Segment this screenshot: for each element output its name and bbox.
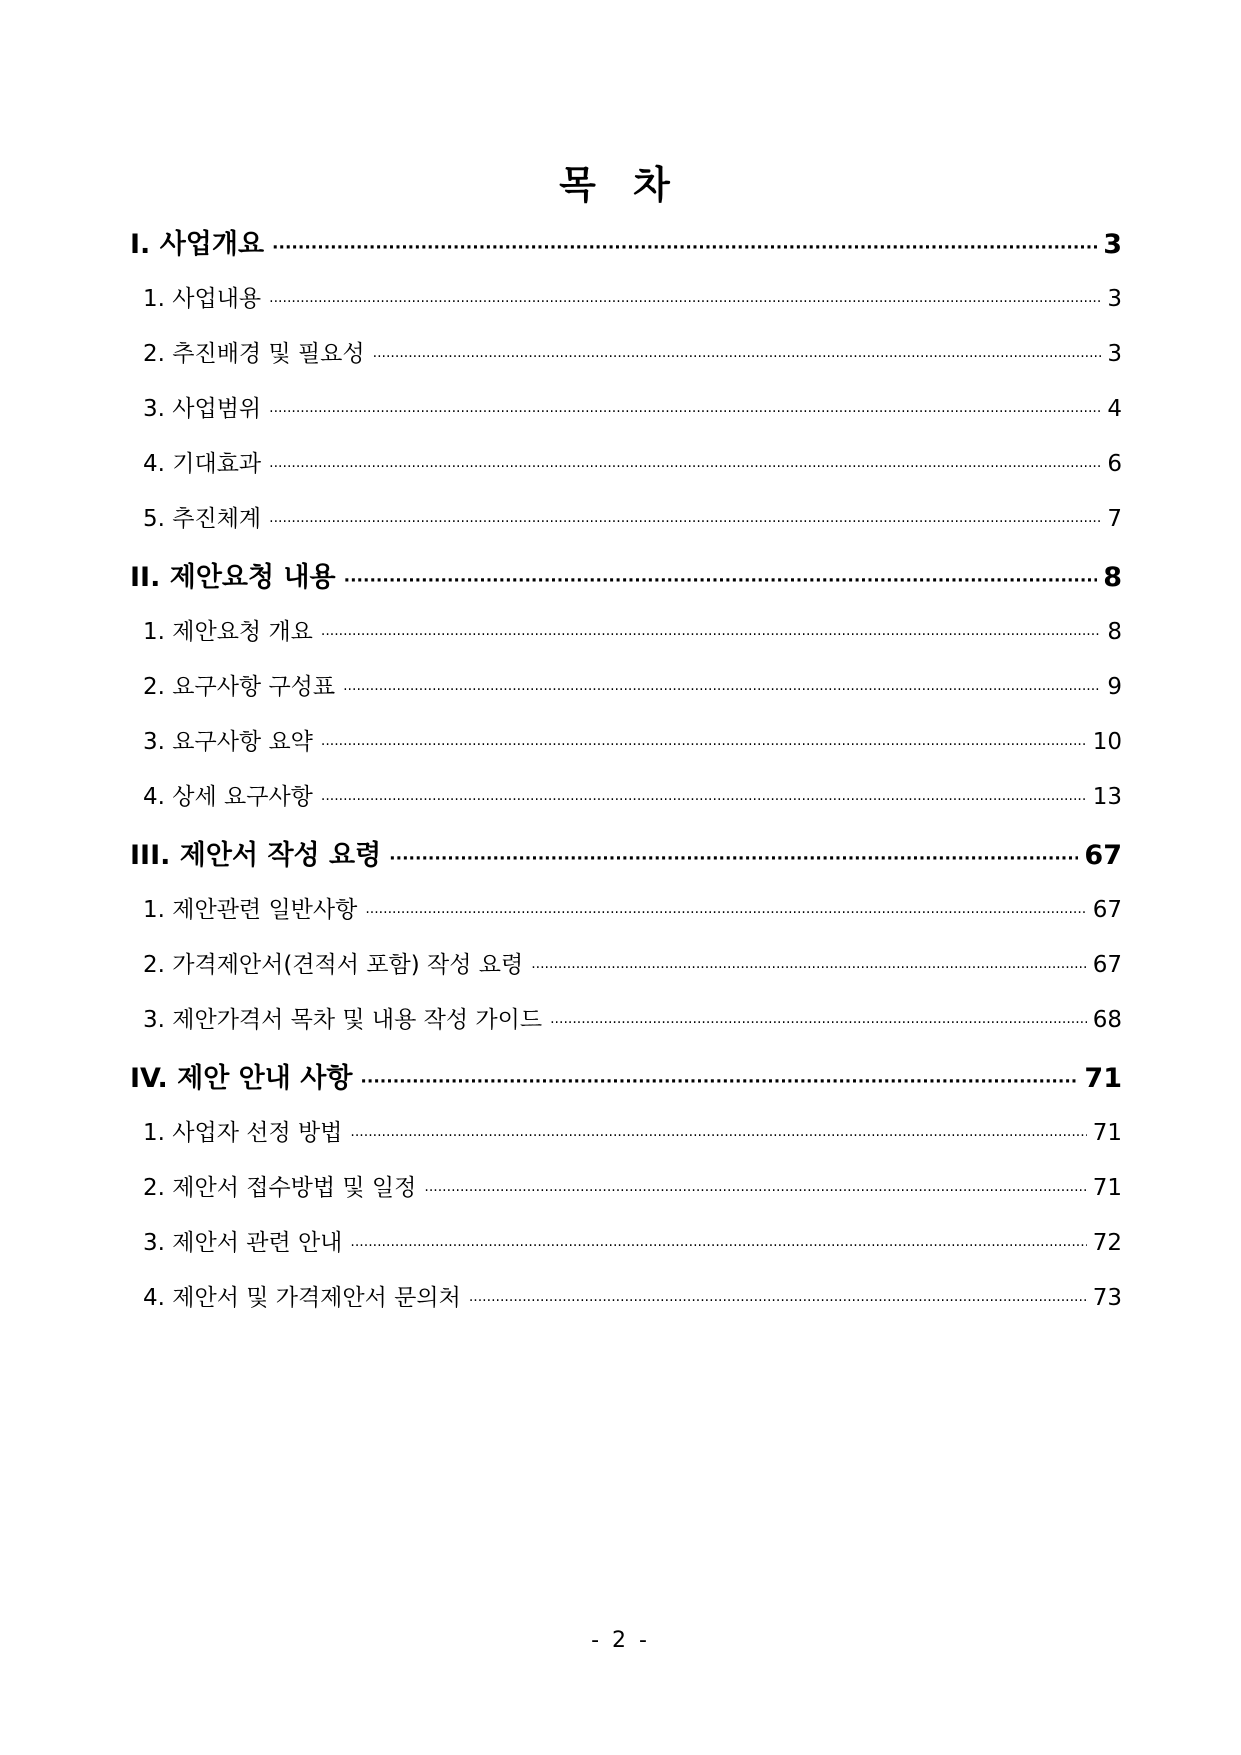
toc-page-number: 72 bbox=[1092, 1230, 1122, 1256]
toc-section-2[interactable] bbox=[130, 555, 1122, 613]
dot-leader bbox=[269, 294, 1101, 310]
page-footer-number: - 2 - bbox=[591, 1628, 650, 1653]
toc-item-label: 2. 가격제안서(견적서 포함) 작성 요령 bbox=[143, 952, 524, 978]
dot-leader bbox=[272, 238, 1097, 258]
toc-page-number: 73 bbox=[1092, 1285, 1122, 1311]
toc-item-label: 3. 제안서 관련 안내 bbox=[143, 1230, 343, 1256]
page-title: 목 차 bbox=[559, 163, 682, 207]
toc-item-4-3[interactable] bbox=[130, 1224, 1122, 1279]
toc-page-number: 10 bbox=[1092, 729, 1122, 755]
toc-page-number: 3 bbox=[1107, 286, 1122, 312]
dot-leader bbox=[365, 905, 1086, 921]
dot-leader bbox=[469, 1293, 1087, 1309]
dot-leader bbox=[350, 1128, 1086, 1144]
toc-page-number: 68 bbox=[1092, 1007, 1122, 1033]
toc-item-4-2[interactable] bbox=[130, 1169, 1122, 1224]
toc-item-1-5[interactable] bbox=[130, 500, 1122, 555]
toc-item-label: 2. 추진배경 및 필요성 bbox=[143, 341, 365, 367]
toc-item-2-3[interactable] bbox=[130, 723, 1122, 778]
toc-page-number: 7 bbox=[1107, 506, 1122, 532]
toc-page-number: 13 bbox=[1092, 784, 1122, 810]
toc-item-label: 1. 제안관련 일반사항 bbox=[143, 897, 358, 923]
dot-leader bbox=[321, 627, 1101, 643]
toc-page-number: 3 bbox=[1103, 229, 1122, 260]
dot-leader bbox=[321, 737, 1087, 753]
toc-item-label: 2. 제안서 접수방법 및 일정 bbox=[143, 1175, 417, 1201]
toc-page-number: 3 bbox=[1107, 341, 1122, 367]
toc-item-label: 1. 사업내용 bbox=[143, 286, 262, 312]
toc-page-number: 4 bbox=[1107, 396, 1122, 422]
dot-leader bbox=[550, 1015, 1087, 1031]
toc-item-3-2[interactable] bbox=[130, 946, 1122, 1001]
toc-item-2-4[interactable] bbox=[130, 778, 1122, 833]
toc-page-number: 71 bbox=[1084, 1063, 1122, 1094]
dot-leader bbox=[531, 960, 1087, 976]
toc-page-number: 71 bbox=[1092, 1120, 1122, 1146]
toc-item-label: 1. 제안요청 개요 bbox=[143, 619, 313, 645]
dot-leader bbox=[269, 514, 1101, 530]
dot-leader bbox=[373, 349, 1102, 365]
toc-item-label: 3. 사업범위 bbox=[143, 396, 262, 422]
toc-item-label: 1. 사업자 선정 방법 bbox=[143, 1120, 343, 1146]
toc-section-3[interactable] bbox=[130, 833, 1122, 891]
toc-item-3-1[interactable] bbox=[130, 891, 1122, 946]
toc-item-2-2[interactable] bbox=[130, 668, 1122, 723]
toc-item-3-3[interactable] bbox=[130, 1001, 1122, 1056]
dot-leader bbox=[344, 571, 1098, 591]
toc-item-label: 5. 추진체계 bbox=[143, 506, 262, 532]
toc-item-label: 3. 제안가격서 목차 및 내용 작성 가이드 bbox=[143, 1007, 543, 1033]
toc-item-4-1[interactable] bbox=[130, 1114, 1122, 1169]
toc-page-number: 67 bbox=[1092, 897, 1122, 923]
toc-item-1-4[interactable] bbox=[130, 445, 1122, 500]
toc-page-number: 6 bbox=[1107, 451, 1122, 477]
toc-item-4-4[interactable] bbox=[130, 1279, 1122, 1334]
toc-page-number: 8 bbox=[1103, 562, 1122, 593]
dot-leader bbox=[389, 849, 1078, 869]
toc-item-1-1[interactable] bbox=[130, 280, 1122, 335]
dot-leader bbox=[350, 1238, 1086, 1254]
toc-page-number: 71 bbox=[1092, 1175, 1122, 1201]
toc-page-number: 67 bbox=[1092, 952, 1122, 978]
toc-section-label: II. 제안요청 내용 bbox=[130, 562, 336, 593]
dot-leader bbox=[321, 792, 1087, 808]
toc-page-number: 67 bbox=[1084, 840, 1122, 871]
toc-item-label: 4. 상세 요구사항 bbox=[143, 784, 313, 810]
toc-section-1[interactable] bbox=[130, 222, 1122, 280]
dot-leader bbox=[269, 404, 1101, 420]
dot-leader bbox=[343, 682, 1101, 698]
toc-item-1-2[interactable] bbox=[130, 335, 1122, 390]
toc-item-label: 2. 요구사항 구성표 bbox=[143, 674, 336, 700]
toc-page-number: 9 bbox=[1107, 674, 1122, 700]
toc-item-2-1[interactable] bbox=[130, 613, 1122, 668]
dot-leader bbox=[360, 1072, 1078, 1092]
dot-leader bbox=[424, 1183, 1086, 1199]
toc-item-label: 4. 기대효과 bbox=[143, 451, 262, 477]
toc-page-number: 8 bbox=[1107, 619, 1122, 645]
toc-section-label: IV. 제안 안내 사항 bbox=[130, 1063, 353, 1094]
dot-leader bbox=[269, 459, 1101, 475]
toc-section-label: I. 사업개요 bbox=[130, 229, 265, 260]
toc-item-label: 3. 요구사항 요약 bbox=[143, 729, 313, 755]
table-of-contents bbox=[130, 222, 1122, 1334]
toc-item-1-3[interactable] bbox=[130, 390, 1122, 445]
toc-section-4[interactable] bbox=[130, 1056, 1122, 1114]
toc-item-label: 4. 제안서 및 가격제안서 문의처 bbox=[143, 1285, 461, 1311]
toc-section-label: III. 제안서 작성 요령 bbox=[130, 840, 382, 871]
